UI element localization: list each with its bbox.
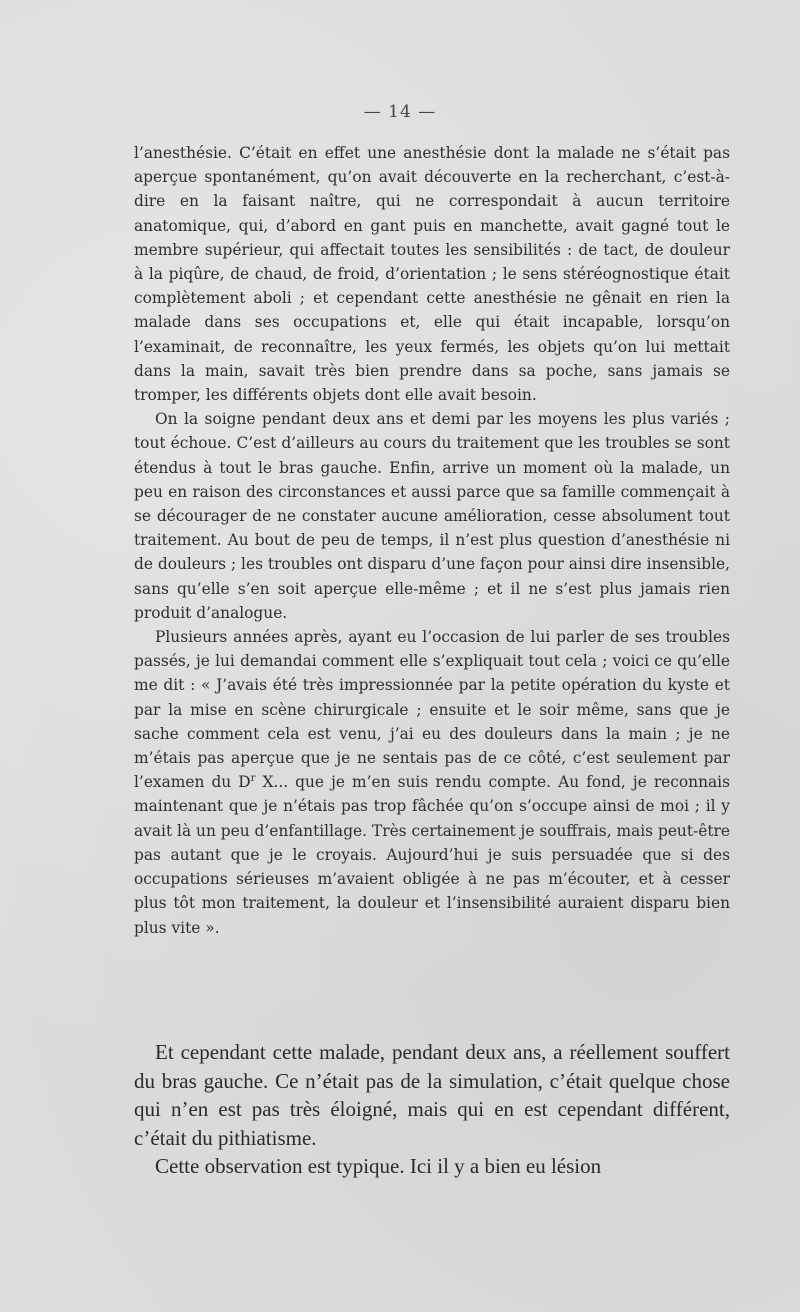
paragraph-3-text-b: X... que je m’en suis rendu compte. Au fond, je reconnais maintenant que je n’étais pas trop fâchée qu’on s’occupe ainsi de moi ; il y avait là un peu d’enfantillage. Très certainement je souffrais, mais peut-être pas autant que je le croyais. Aujourd’hui je suis persuadée que si des occupations sérieuses m’avaient obligée à ne pas m’écouter, et à cesser plus tôt mon traitement, la douleur et l’insensibilité auraient disparu bien plus vite ». [134,773,730,937]
paragraph-3 [134,625,730,940]
body-text [134,141,730,940]
page-number: — 14 — [363,102,437,122]
superscript-r: r [250,773,256,785]
paragraph-1: l’anesthésie. C’était en effet une anesthésie dont la malade ne s’était pas aperçue spontanément, qu’on avait découverte en la recherchant, c’est-à-dire en la faisant naître, qui ne correspondait à aucun territoire anatomique, qui, d’abord en gant puis en manchette, avait gagné tout le membre supérieur, qui affectait toutes les sensibilités : de tact, de douleur à la piqûre, de chaud, de froid, d’orientation ; le sens stéréognostique était complètement aboli ; et cependant cette anesthésie ne gênait en rien la malade dans ses occupations et, elle qui était incapable, lorsqu’on l’examinait, de reconnaître, les yeux fermés, les objets qu’on lui mettait dans la main, savait très bien prendre dans sa poche, sans jamais se tromper, les différents objets dont elle avait besoin. [134,144,730,405]
large-paragraph-2: Cette observation est typique. Ici il y a bien eu lésion [155,1154,602,1178]
paragraph-2: On la soigne pendant deux ans et demi par les moyens les plus variés ; tout échoue. C’est d’ailleurs au cours du traitement que les troubles se sont étendus à tout le bras gauche. Enfin, arrive un moment où la malade, un peu en raison des circonstances et aussi parce que sa famille commençait à se décourager de ne constater aucune amélioration, cesse absolument tout traitement. Au bout de peu de temps, il n’est plus question d’anesthésie ni de douleurs ; les troubles ont disparu d’une façon pour ainsi dire insensible, sans qu’elle s’en soit aperçue elle-même ; et il ne s’est plus jamais rien produit d’analogue. [134,410,730,622]
large-paragraph-1: Et cependant cette malade, pendant deux ans, a réellement souffert du bras gauche. Ce n’était pas de la simulation, c’était quelque chose qui n’en est pas très éloigné, mais qui en est cependant différent, c’était du pithiatisme. [134,1040,730,1150]
large-text [134,1038,730,1181]
paragraph-3-text-a: Plusieurs années après, ayant eu l’occasion de lui parler de ses troubles passés, je lui demandai comment elle s’expliquait tout cela ; voici ce qu’elle me dit : « J’avais été très impressionnée par la petite opération du kyste et par la mise en scène chirurgicale ; ensuite et le soir même, sans que je sache comment cela est venu, j’ai eu des douleurs dans la main ; je ne m’étais pas aperçue que je ne sentais pas de ce côté, c’est seulement par l’examen du D [134,628,730,792]
